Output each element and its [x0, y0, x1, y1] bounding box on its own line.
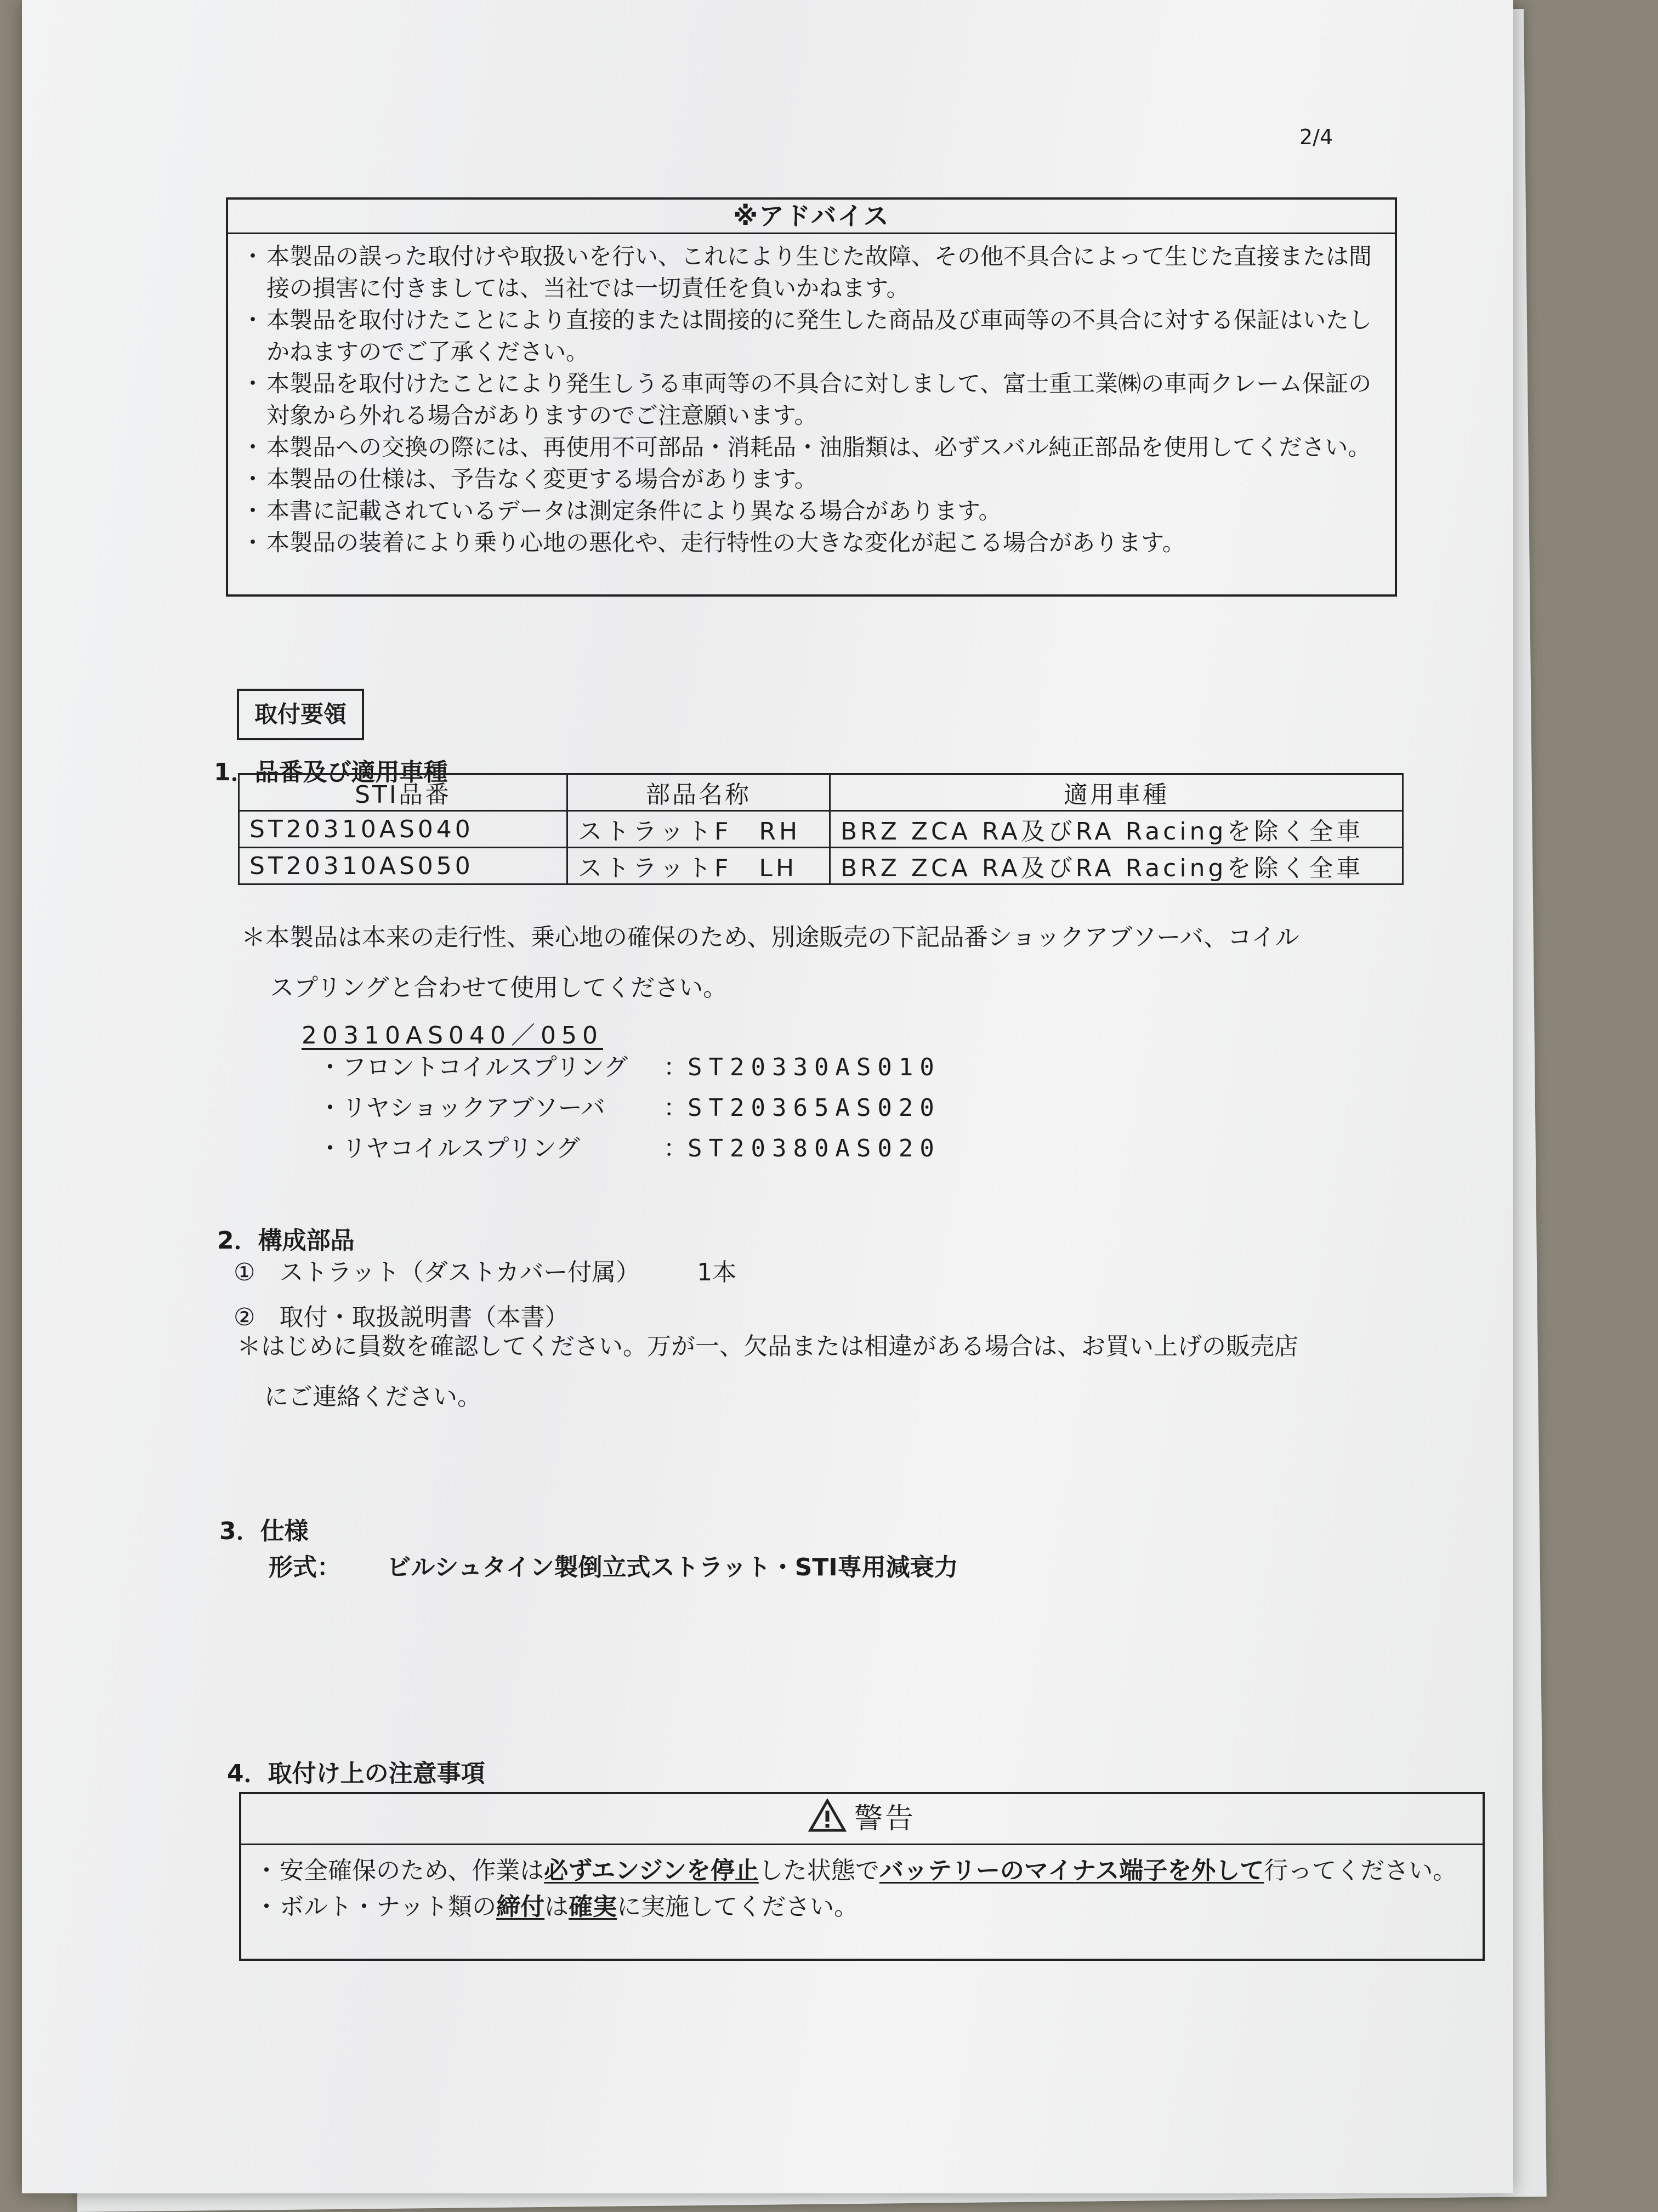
section1-note-line2: スプリングと合わせて使用してください。: [270, 974, 728, 1002]
warning-text: に実施してください。: [617, 1893, 859, 1921]
spec-value: ST20380AS020: [688, 1135, 941, 1162]
section1-heading: 1．品番及び適用車種: [214, 758, 448, 786]
parts-table: [238, 773, 1404, 885]
spec-label: ・リヤコイルスプリング: [318, 1135, 580, 1162]
advice-item: ・ 本製品を取付けたことにより直接的または間接的に発生した商品及び車両等の不具合に対する保証はいたしかねますのでご了承ください。: [241, 304, 1382, 368]
spec-row: [318, 1088, 941, 1128]
section2-note-line1: ＊はじめに員数を確認してください。万が一、欠品または相違がある場合は、お買い上げの販売店: [237, 1332, 1298, 1360]
advice-box: [226, 197, 1397, 597]
spec-list: [318, 1047, 941, 1169]
component-item-1: [234, 1252, 736, 1288]
warning-text: 行ってください。: [1264, 1857, 1457, 1885]
section4-heading: 4．取付け上の注意事項: [227, 1760, 485, 1788]
warning-title: [241, 1794, 1483, 1845]
warning-box: [239, 1792, 1485, 1961]
page-number: 2/4: [1299, 125, 1333, 149]
warning-item: [254, 1889, 1469, 1925]
section2-note-line2: にご連絡ください。: [264, 1383, 481, 1411]
document-page: [22, 0, 1513, 2193]
warning-text: は: [544, 1893, 569, 1921]
table-row: [239, 848, 1403, 884]
install-procedure-tag: 取付要領: [237, 689, 364, 740]
cell-vehicle: BRZ ZCA RA及びRA Racingを除く全車: [830, 848, 1403, 884]
spec-separator: ：: [663, 1135, 688, 1162]
spec-value: ST20330AS010: [688, 1053, 941, 1081]
cell-part-name: ストラットF LH: [567, 848, 830, 884]
advice-item: ・ 本製品への交換の際には、再使用不可部品・消耗品・油脂類は、必ずスバル純正部品を使用してください。: [241, 432, 1382, 463]
cell-part-name: ストラットF RH: [567, 811, 830, 848]
advice-item: ・ 本製品の装着により乗り心地の悪化や、走行特性の大きな変化が起こる場合があります。: [241, 527, 1382, 559]
spec-type-row: [269, 1547, 958, 1583]
cell-sti-number: ST20310AS040: [239, 811, 567, 848]
warning-emphasis: 締付: [496, 1893, 545, 1921]
advice-item: ・ 本製品の仕様は、予告なく変更する場合があります。: [241, 463, 1382, 495]
warning-list: [241, 1853, 1483, 1925]
spec-type-label: 形式：: [269, 1553, 341, 1581]
warning-emphasis: 必ずエンジンを停止: [544, 1857, 759, 1885]
section3-heading: 3．仕様: [219, 1517, 309, 1545]
spec-row: [318, 1128, 941, 1169]
spec-separator: ：: [663, 1094, 688, 1122]
table-header-row: [239, 774, 1403, 811]
warning-text: した状態で: [758, 1857, 879, 1885]
col-header-vehicle: 適用車種: [830, 774, 1403, 811]
advice-item: ・ 本製品を取付けたことにより発生しうる車両等の不具合に対しまして、富士重工業㈱の車両クレーム保証の対象から外れる場合がありますのでご注意願います。: [241, 368, 1382, 432]
advice-title: ※アドバイス: [228, 200, 1395, 234]
component-item-1-qty: 1本: [697, 1258, 737, 1286]
cell-sti-number: ST20310AS050: [239, 848, 567, 884]
warning-emphasis: 確実: [569, 1893, 617, 1921]
warning-text: ボルト・ナット類の: [280, 1893, 497, 1921]
advice-list: [228, 241, 1395, 559]
table-row: [239, 811, 1403, 848]
warning-title-text: 警告: [854, 1802, 916, 1835]
spec-label: ・フロントコイルスプリング: [318, 1053, 628, 1081]
advice-item: ・ 本製品の誤った取付けや取扱いを行い、これにより生じた故障、その他不具合によって生じた直接または間接の損害に付きましては、当社では一切責任を負いかねます。: [241, 241, 1382, 304]
spec-type-value: ビルシュタイン製倒立式ストラット・STI専用減衰力: [387, 1553, 958, 1581]
col-header-sti-number: STI品番: [239, 774, 567, 811]
advice-item: ・ 本書に記載されているデータは測定条件により異なる場合があります。: [241, 495, 1382, 527]
cell-vehicle: BRZ ZCA RA及びRA Racingを除く全車: [830, 811, 1403, 848]
component-item-2: ② 取付・取扱説明書（本書）: [234, 1303, 569, 1331]
section2-heading: 2．構成部品: [217, 1227, 355, 1255]
spec-row: [318, 1047, 941, 1088]
section1-note-line1: ＊本製品は本来の走行性、乗心地の確保のため、別途販売の下記品番ショックアブソーバ、コイル: [241, 923, 1299, 951]
spec-label: ・リヤショックアブソーバ: [318, 1094, 605, 1122]
spec-value: ST20365AS020: [688, 1094, 941, 1122]
col-header-part-name: 部品名称: [567, 774, 830, 811]
warning-item: [254, 1853, 1469, 1889]
warning-emphasis: バッテリーのマイナス端子を外して: [879, 1857, 1264, 1885]
part-number-subheading: 20310AS040／050: [302, 1022, 603, 1050]
component-item-1-label: ① ストラット（ダストカバー付属）: [234, 1258, 640, 1286]
spec-separator: ：: [663, 1053, 688, 1081]
warning-triangle-icon: [808, 1799, 847, 1833]
warning-text: 安全確保のため、作業は: [280, 1857, 544, 1885]
